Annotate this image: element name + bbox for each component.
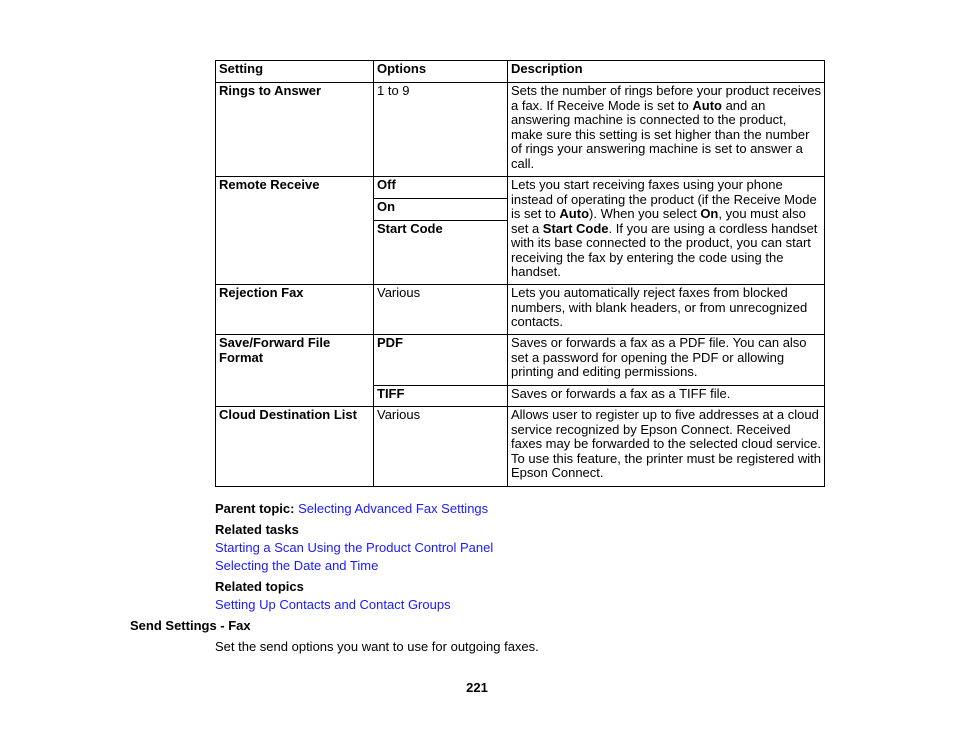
- setting-description: Sets the number of rings before your product receives a fax. If Receive Mode is set to Auto and an answering machine is connected to the product, make sure this setting is set higher than the number of rings your answering machine is set to answer a call.: [508, 83, 825, 177]
- table-row: [216, 407, 825, 487]
- related-tasks-heading: Related tasks: [215, 522, 299, 537]
- table-row: [216, 285, 825, 335]
- parent-topic-label: Parent topic:: [215, 501, 295, 516]
- setting-name: Save/Forward File Format: [216, 335, 374, 407]
- page-number: 221: [466, 680, 488, 695]
- option-value: Off: [374, 177, 507, 199]
- setting-description: Saves or forwards a fax as a PDF file. You can also set a password for opening the PDF or allowing printing and editing permissions.: [508, 335, 825, 386]
- option-value: Start Code: [377, 221, 443, 236]
- option-value: Various: [374, 285, 508, 335]
- option-value: TIFF: [374, 386, 508, 407]
- parent-topic: [215, 501, 488, 517]
- option-value: Various: [374, 407, 508, 487]
- table-row: [216, 177, 825, 285]
- setting-description: Saves or forwards a fax as a TIFF file.: [508, 386, 825, 407]
- option-value: PDF: [374, 335, 508, 386]
- option-value: On: [374, 199, 507, 221]
- setting-name: Rejection Fax: [216, 285, 374, 335]
- table-row: [216, 335, 825, 386]
- related-task-link[interactable]: Starting a Scan Using the Product Control Panel: [215, 540, 494, 555]
- option-list: [374, 177, 508, 285]
- header-setting: Setting: [216, 61, 374, 83]
- setting-name: Cloud Destination List: [216, 407, 374, 487]
- setting-name: Rings to Answer: [216, 83, 374, 177]
- section-heading: Send Settings - Fax: [130, 618, 251, 633]
- section-body: Set the send options you want to use for outgoing faxes.: [215, 639, 539, 654]
- setting-description: Lets you start receiving faxes using your phone instead of operating the product (if the Receive Mode is set to Auto). When you select On, you must also set a Start Code. If you are using a cordless handset with its base connected to the product, you can start receiving the fax by entering the code using the handset.: [508, 177, 825, 285]
- parent-topic-link[interactable]: Selecting Advanced Fax Settings: [298, 501, 489, 516]
- related-task-link[interactable]: Selecting the Date and Time: [215, 558, 379, 573]
- related-topic-link[interactable]: Setting Up Contacts and Contact Groups: [215, 597, 451, 612]
- related-topics-heading: Related topics: [215, 579, 304, 594]
- option-value: 1 to 9: [374, 83, 508, 177]
- header-description: Description: [508, 61, 825, 83]
- header-options: Options: [374, 61, 508, 83]
- table-row: [216, 83, 825, 177]
- setting-name: Remote Receive: [216, 177, 374, 285]
- table-header-row: [216, 61, 825, 83]
- setting-description: Allows user to register up to five addresses at a cloud service recognized by Epson Connect. Received faxes may be forwarded to the selected cloud service. To use this feature, the printer must be registered with Epson Connect.: [508, 407, 825, 487]
- fax-settings-table: [215, 60, 825, 487]
- setting-description: Lets you automatically reject faxes from blocked numbers, with blank headers, or from unrecognized contacts.: [508, 285, 825, 335]
